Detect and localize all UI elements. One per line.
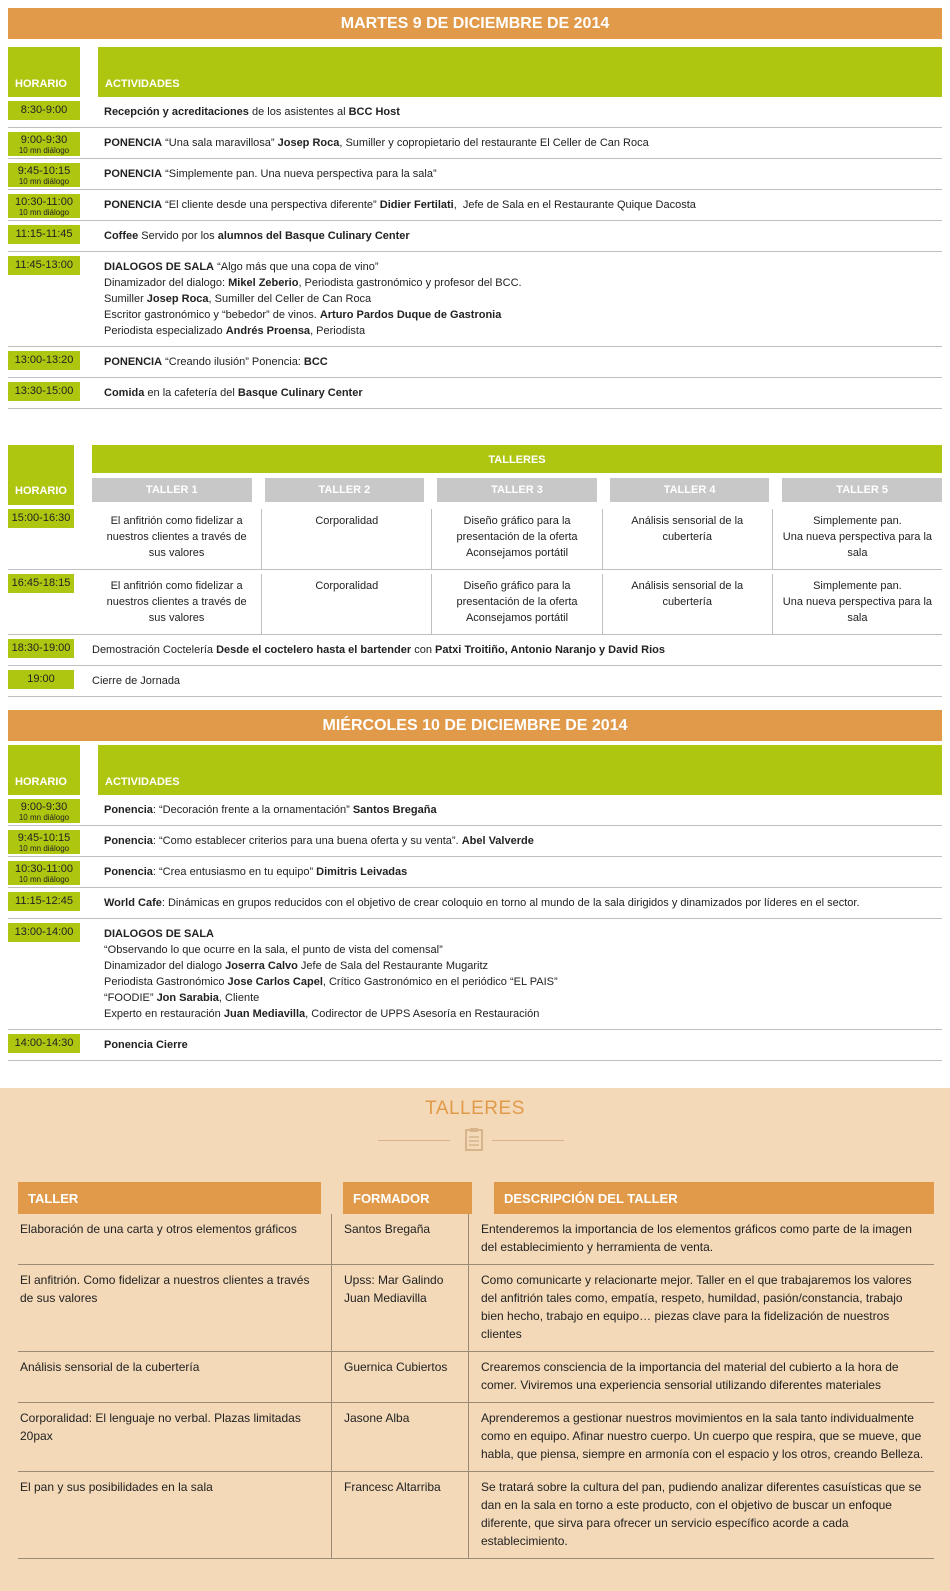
schedule-row [8,351,942,378]
taller-description: Crearemos consciencia de la importancia del material del cubierto a la hora de comer. Viviremos una experiencia sensorial utilizando diferentes materiales [468,1352,934,1402]
time-label: 13:00-13:20 [14,354,74,366]
time-label: 14:00-14:30 [14,1037,74,1049]
actividades-header: ACTIVIDADES [98,745,942,795]
taller-5-header: TALLER 5 [782,478,942,502]
taller-description: Aprenderemos a gestionar nuestros movimientos en la sala tanto individualmente como en equipo. Afinar nuestro cuerpo. Un cuerpo que respira, que se mueve, que habla, que piensa, siempre en armonía con el espacio y los otros, creando Belleza. [468,1403,934,1471]
schedule-row [8,861,942,888]
schedule-row [8,225,942,252]
talleres-title: TALLERES [425,1098,525,1119]
time-slot [8,799,80,823]
schedule-row [8,1034,942,1061]
formador-column-header: FORMADOR [343,1182,472,1214]
time-label: 11:15-12:45 [15,895,73,907]
day2-header: MIÉRCOLES 10 DE DICIEMBRE DE 2014 [8,710,942,741]
time-label: 9:00-9:30 [20,134,68,146]
activity-text: DIALOGOS DE SALA “Observando lo que ocurre en la sala, el punto de vista del comensal” Dinamizador del dialogo Joserra Calvo Jefe de Sala del Restaurante Mugaritz Periodista Gastronómico Jose Carlos Capel, Crítico Gastronómico en el periódico “EL PAIS” “FOODIE” Jon Sarabia, Cliente Experto en restauración Juan Mediavilla, Codirector de UPPS Asesoría en Restauración [104,928,558,1020]
time-label: 8:30-9:00 [20,104,68,116]
dialog-note: 10 mn diálogo [18,844,70,853]
time-slot [8,163,80,187]
time-slot [8,923,80,942]
time-label: 15:00-16:30 [11,512,71,524]
activity-text: Coffee Servido por los alumnos del Basque Culinary Center [104,230,410,242]
time-slot [8,574,74,593]
time-slot [8,1034,80,1053]
taller-description: Como comunicarte y relacionarte mejor. Taller en el que trabajaremos los valores del anfitrión tales como, empatía, respeto, humildad, pasión/constancia, trabajo bien hecho, trabajo en equipo… piezas clave para la fidelización de nuestros clientes [468,1265,934,1351]
taller-row [18,1472,934,1559]
taller-4-header: TALLER 4 [610,478,770,502]
day2-table-head [8,745,942,795]
day1-header: MARTES 9 DE DICIEMBRE DE 2014 [8,8,942,39]
time-label: 13:30-15:00 [14,385,74,397]
formador-name: Jasone Alba [331,1403,468,1471]
time-slot [8,861,80,885]
activity-text: Cierre de Jornada [92,675,181,687]
time-slot [8,132,80,156]
day1-table-head [8,47,942,97]
dialog-note: 10 mn diálogo [18,177,70,186]
formador-name: Upss: Mar Galindo Juan Mediavilla [331,1265,468,1351]
time-slot [8,830,80,854]
activity-text: Ponencia: “Crea entusiasmo en tu equipo” Dimitris Leivadas [104,866,408,878]
taller-name: Elaboración de una carta y otros elementos gráficos [20,1222,297,1236]
descripcion-column-header: DESCRIPCIÓN DEL TALLER [494,1182,934,1214]
time-label: 18:30-19:00 [11,642,71,654]
time-label: 11:45-13:00 [15,259,73,271]
time-slot [8,382,80,401]
dialog-note: 10 mn diálogo [18,146,70,155]
time-slot [8,351,80,370]
workshop-cell: El anfitrión como fidelizar a nuestros clientes a través de sus valores [92,574,262,634]
workshop-cell: Diseño gráfico para la presentación de la oferta Aconsejamos portátil [432,509,602,569]
workshop-cell: Corporalidad [262,509,432,569]
schedule-row [8,923,942,1030]
time-label: 9:45-10:15 [17,165,71,177]
activity-text: World Cafe: Dinámicas en grupos reducidos con el objetivo de crear coloquio en torno al mundo de la sala dirigidos y dinamizados por líderes en el sector. [104,897,860,909]
activity-text: Ponencia: “Decoración frente a la ornamentación” Santos Bregaña [104,804,437,816]
time-slot [8,670,74,689]
taller-1-header: TALLER 1 [92,478,252,502]
time-label: 10:30-11:00 [15,863,73,875]
time-slot [8,194,80,218]
workshop-cell: Simplemente pan. Una nueva perspectiva para la sala [782,580,933,624]
taller-2-header: TALLER 2 [265,478,425,502]
taller-description: Entenderemos la importancia de los elementos gráficos como parte de la imagen del establecimiento y herramienta de venta. [468,1214,934,1264]
schedule-row [8,101,942,128]
horario-header: HORARIO [8,745,80,795]
formador-name: Guernica Cubiertos [331,1352,468,1402]
taller-row [18,1265,934,1352]
talleres-table-head [18,1182,934,1214]
activity-text: Ponencia: “Como establecer criterios para una buena oferta y su venta”. Abel Valverde [104,835,534,847]
clipboard-icon [464,1127,484,1151]
taller-name: Análisis sensorial de la cubertería [20,1360,200,1374]
taller-3-header: TALLER 3 [437,478,597,502]
time-label: 16:45-18:15 [11,577,71,589]
time-slot [8,256,80,275]
talleres-section [0,1088,950,1591]
horario-header: HORARIO [8,445,74,505]
schedule-row [8,892,942,919]
dialog-note: 10 mn diálogo [18,208,70,217]
time-label: 10:30-11:00 [15,196,73,208]
schedule-row [8,670,942,697]
activity-text: PONENCIA “Simplemente pan. Una nueva perspectiva para la sala” [104,168,437,180]
activity-text: Comida en la cafetería del Basque Culinary Center [104,387,363,399]
dialog-note: 10 mn diálogo [18,875,70,884]
activity-text: Ponencia Cierre [104,1039,188,1051]
workshop-cell: Diseño gráfico para la presentación de la oferta Aconsejamos portátil [432,574,602,634]
workshops-head [8,445,942,505]
schedule-row [8,799,942,826]
dialog-note: 10 mn diálogo [18,813,70,822]
taller-name: El pan y sus posibilidades en la sala [20,1480,213,1494]
actividades-header: ACTIVIDADES [98,47,942,97]
time-label: 11:15-11:45 [15,228,73,240]
taller-name: El anfitrión. Como fidelizar a nuestros clientes a través de sus valores [20,1273,310,1305]
time-slot [8,101,80,120]
workshop-cell: Simplemente pan. Una nueva perspectiva para la sala [782,515,933,559]
horario-header: HORARIO [8,47,80,97]
workshop-cell: Análisis sensorial de la cubertería [603,509,773,569]
schedule-row [8,256,942,347]
workshop-row [8,509,942,570]
workshop-cell: Análisis sensorial de la cubertería [603,574,773,634]
taller-row [18,1214,934,1265]
schedule-row [8,382,942,409]
time-slot [8,509,74,528]
time-label: 13:00-14:00 [14,926,74,938]
schedule-row [8,639,942,666]
taller-name: Corporalidad: El lenguaje no verbal. Plazas limitadas 20pax [20,1411,301,1443]
schedule-row [8,132,942,159]
schedule-row [8,163,942,190]
activity-text: Demostración Coctelería Desde el coctelero hasta el bartender con Patxi Troitiño, Antonio Naranjo y David Rios [92,644,666,656]
activity-text: PONENCIA “El cliente desde una perspectiva diferente” Didier Fertilati, Jefe de Sala en el Restaurante Quique Dacosta [104,199,696,211]
time-slot [8,225,80,244]
schedule-row [8,830,942,857]
schedule-row [8,194,942,221]
workshop-row [8,574,942,635]
activity-text: PONENCIA “Creando ilusión” Ponencia: BCC [104,356,328,368]
time-slot [8,892,80,911]
workshops-schedule [8,445,942,697]
time-label: 19:00 [27,673,55,685]
taller-column-header: TALLER [18,1182,321,1214]
time-label: 9:00-9:30 [20,801,68,813]
day1-schedule [8,47,942,413]
taller-row [18,1352,934,1403]
activity-text: DIALOGOS DE SALA “Algo más que una copa de vino” Dinamizador del dialogo: Mikel Zeberio, Periodista gastronómico y profesor del BCC. Sumiller Josep Roca, Sumiller del Celler de Can Roca Escritor gastronómico y “bebedor” de vinos. Arturo Pardos Duque de Gastronia Periodista especializado Andrés Proensa, Periodista [104,261,522,337]
time-slot [8,639,74,658]
taller-description: Se tratará sobre la cultura del pan, pudiendo analizar diferentes casuísticas que se dan en la sala en torno a este producto, con el objetivo de buscar un enfoque diferente, que sirva para ofrecer un servicio específico acorde a cada establecimiento. [468,1472,934,1558]
section-divider [0,1120,950,1160]
talleres-header: TALLERES [92,445,942,473]
activity-text: PONENCIA “Una sala maravillosa” Josep Roca, Sumiller y copropietario del restaurante El Celler de Can Roca [104,137,649,149]
formador-name: Santos Bregaña [331,1214,468,1264]
workshop-cell: Corporalidad [262,574,432,634]
formador-name: Francesc Altarriba [331,1472,468,1558]
activity-text: Recepción y acreditaciones de los asistentes al BCC Host [104,106,400,118]
time-label: 9:45-10:15 [17,832,71,844]
talleres-table [18,1182,934,1559]
workshop-cell: El anfitrión como fidelizar a nuestros clientes a través de sus valores [92,509,262,569]
day2-schedule [8,745,942,1065]
taller-row [18,1403,934,1472]
